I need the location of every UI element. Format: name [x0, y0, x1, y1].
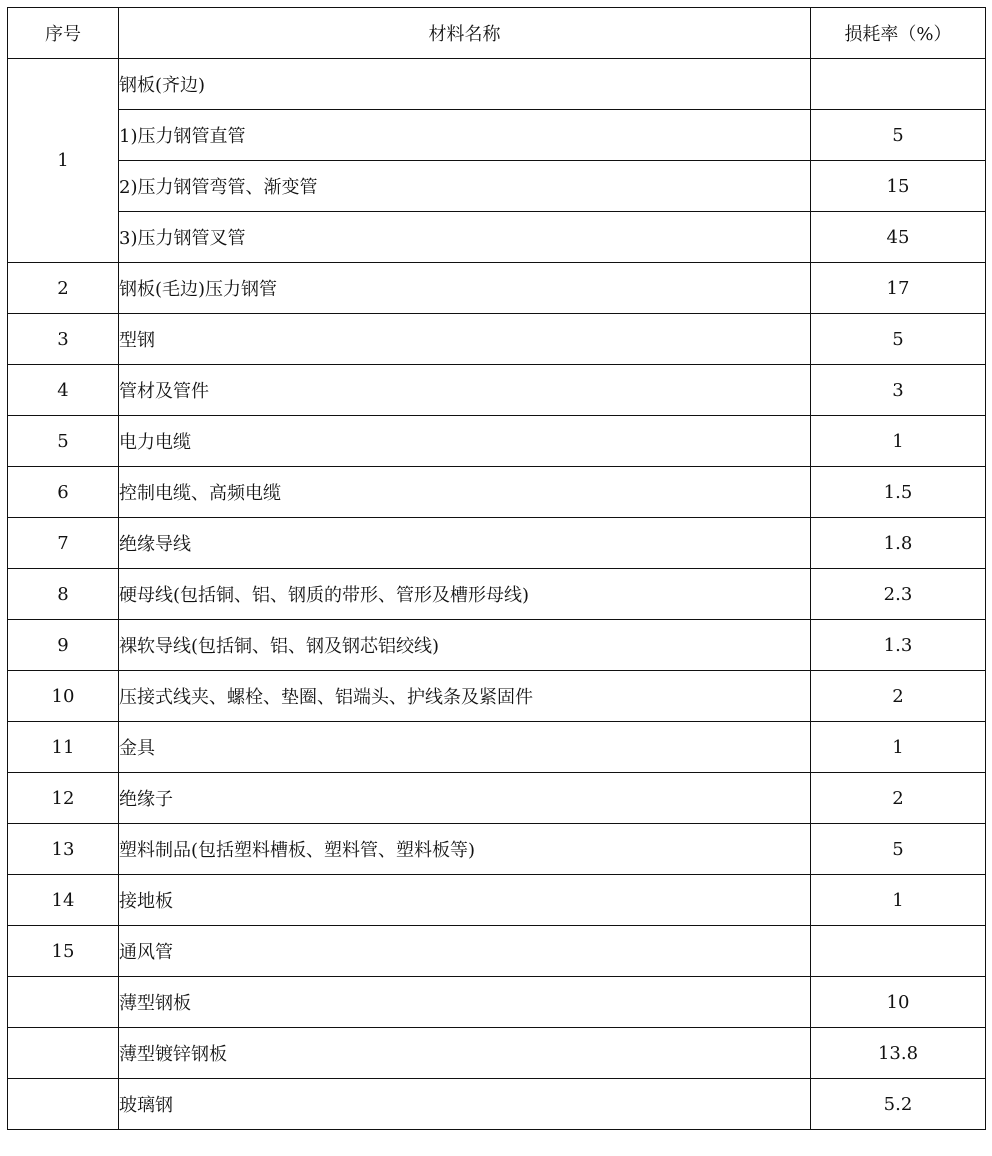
loss-rate: 17: [811, 263, 986, 314]
row-number: 2: [8, 263, 119, 314]
header-material-name: 材料名称: [119, 8, 811, 59]
loss-rate: 1: [811, 722, 986, 773]
material-name: 压接式线夹、螺栓、垫圈、铝端头、护线条及紧固件: [119, 671, 811, 722]
loss-rate: 2.3: [811, 569, 986, 620]
material-name: 绝缘子: [119, 773, 811, 824]
table-row: [8, 161, 986, 212]
loss-rate: 5.2: [811, 1079, 986, 1130]
header-loss-rate: 损耗率（%）: [811, 8, 986, 59]
loss-rate: [811, 59, 986, 110]
loss-rate: 2: [811, 773, 986, 824]
loss-rate: 5: [811, 824, 986, 875]
loss-rate: 5: [811, 314, 986, 365]
material-name: 通风管: [119, 926, 811, 977]
table-row: [8, 620, 986, 671]
loss-rate: 10: [811, 977, 986, 1028]
table-row: [8, 773, 986, 824]
table-row: [8, 875, 986, 926]
loss-rate: 5: [811, 110, 986, 161]
table-row: [8, 212, 986, 263]
material-name: 薄型镀锌钢板: [119, 1028, 811, 1079]
table-row: [8, 671, 986, 722]
loss-rate: 1.5: [811, 467, 986, 518]
table-row: [8, 977, 986, 1028]
table-row: [8, 1028, 986, 1079]
table-header: [8, 8, 986, 59]
material-name: 裸软导线(包括铜、铝、钢及钢芯铝绞线): [119, 620, 811, 671]
material-name: 控制电缆、高频电缆: [119, 467, 811, 518]
material-name: 钢板(齐边): [119, 59, 811, 110]
table-row: [8, 59, 986, 110]
header-number: 序号: [8, 8, 119, 59]
row-number: 10: [8, 671, 119, 722]
loss-rate: 3: [811, 365, 986, 416]
row-number: [8, 1028, 119, 1079]
material-name: 绝缘导线: [119, 518, 811, 569]
row-number: 15: [8, 926, 119, 977]
material-name: 硬母线(包括铜、铝、钢质的带形、管形及槽形母线): [119, 569, 811, 620]
loss-rate: 45: [811, 212, 986, 263]
row-number: [8, 977, 119, 1028]
table-row: [8, 365, 986, 416]
material-name: 3)压力钢管叉管: [119, 212, 811, 263]
material-name: 玻璃钢: [119, 1079, 811, 1130]
loss-rate: 1.3: [811, 620, 986, 671]
row-number: 6: [8, 467, 119, 518]
loss-rate: 1: [811, 416, 986, 467]
material-name: 钢板(毛边)压力钢管: [119, 263, 811, 314]
material-name: 接地板: [119, 875, 811, 926]
row-number: 9: [8, 620, 119, 671]
material-name: 电力电缆: [119, 416, 811, 467]
row-number: [8, 1079, 119, 1130]
table-body: [8, 59, 986, 1130]
row-number: 4: [8, 365, 119, 416]
row-number: 5: [8, 416, 119, 467]
material-name: 金具: [119, 722, 811, 773]
material-loss-table: [7, 7, 986, 1130]
row-number: 13: [8, 824, 119, 875]
table-row: [8, 722, 986, 773]
row-number: 12: [8, 773, 119, 824]
table-row: [8, 518, 986, 569]
material-name: 2)压力钢管弯管、渐变管: [119, 161, 811, 212]
material-name: 1)压力钢管直管: [119, 110, 811, 161]
table-row: [8, 1079, 986, 1130]
material-name: 薄型钢板: [119, 977, 811, 1028]
table-row: [8, 314, 986, 365]
loss-rate: 2: [811, 671, 986, 722]
header-row: [8, 8, 986, 59]
row-number: 11: [8, 722, 119, 773]
material-name: 管材及管件: [119, 365, 811, 416]
row-number: 3: [8, 314, 119, 365]
loss-rate: [811, 926, 986, 977]
table-row: [8, 110, 986, 161]
row-number: 1: [8, 59, 119, 263]
table-row: [8, 926, 986, 977]
table-row: [8, 569, 986, 620]
loss-rate: 1: [811, 875, 986, 926]
row-number: 8: [8, 569, 119, 620]
table-row: [8, 263, 986, 314]
loss-rate: 1.8: [811, 518, 986, 569]
table-row: [8, 824, 986, 875]
table-row: [8, 416, 986, 467]
material-name: 塑料制品(包括塑料槽板、塑料管、塑料板等): [119, 824, 811, 875]
loss-rate: 15: [811, 161, 986, 212]
row-number: 14: [8, 875, 119, 926]
material-name: 型钢: [119, 314, 811, 365]
table-row: [8, 467, 986, 518]
row-number: 7: [8, 518, 119, 569]
loss-rate: 13.8: [811, 1028, 986, 1079]
